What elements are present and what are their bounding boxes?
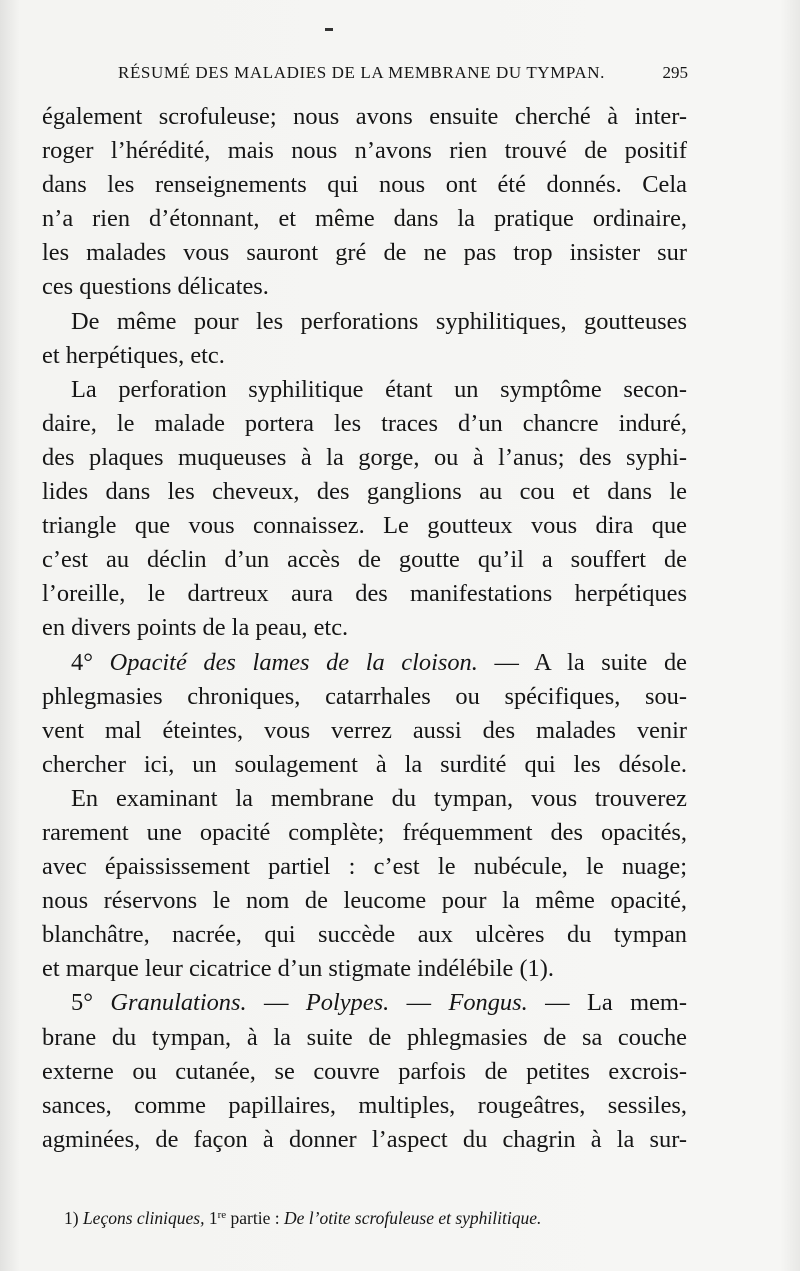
text-line: triangle que vous connaissez. Le goutteux vous dira que [42, 512, 687, 540]
text-line: chercher ici, un soulagement à la surdité qui les désole. [42, 750, 687, 778]
text-line: La perforation syphilitique étant un symptôme secon- [71, 375, 687, 403]
section-number: 5° [71, 989, 93, 1017]
ink-mark [325, 28, 333, 31]
text-line: phlegmasies chroniques, catarrhales ou spécifiques, sou- [42, 682, 687, 710]
text-line: également scrofuleuse; nous avons ensuite cherché à inter- [42, 103, 687, 130]
page-number: 295 [662, 63, 688, 82]
footnote-source: Leçons cliniques, [82, 1208, 205, 1228]
footnote-part-number: 1 [208, 1208, 218, 1228]
section-number: 4° [71, 648, 93, 676]
text-run: — La mem- [545, 989, 688, 1017]
text-line: brane du tympan, à la suite de phlegmasies de sa couche [42, 1023, 687, 1051]
text-line: rarement une opacité complète; fréquemment des opacités, [42, 818, 687, 846]
text-line: ces questions délicates. [42, 273, 269, 301]
text-line: blanchâtre, nacrée, qui succède aux ulcères du tympan [42, 921, 687, 949]
running-title: RÉSUMÉ DES MALADIES DE LA MEMBRANE DU TYMPAN. [118, 63, 605, 82]
text-line: des plaques muqueuses à la gorge, ou à l’anus; des syphi- [42, 443, 687, 471]
text-line: vent mal éteintes, vous verrez aussi des malades venir [42, 716, 687, 744]
footnote-marker: 1) [64, 1208, 79, 1228]
section-title: Opacité des lames de la cloison. [109, 648, 478, 676]
text-line: lides dans les cheveux, des ganglions au cou et dans le [42, 478, 687, 506]
text-line: l’oreille, le dartreux aura des manifestations herpétiques [42, 580, 687, 608]
text-line: daire, le malade portera les traces d’un chancre induré, [42, 409, 687, 437]
text-line: En examinant la membrane du tympan, vous trouverez [71, 784, 687, 812]
text-line: les malades vous sauront gré de ne pas trop insister sur [42, 239, 687, 267]
text-line: et marque leur cicatrice d’un stigmate indélébile (1). [42, 955, 554, 983]
footnote-part-word: partie : [230, 1208, 280, 1228]
text-line: externe ou cutanée, se couvre parfois de petites excrois- [42, 1057, 687, 1085]
footnote-title: De l’otite scrofuleuse et syphilitique. [283, 1208, 542, 1228]
section-title-polypes: Polypes. [305, 989, 390, 1017]
section-title-fongus: Fongus. [448, 989, 528, 1017]
section-title-granulations: Granulations. [110, 989, 247, 1017]
text-line: et herpétiques, etc. [42, 341, 225, 369]
body-text [42, 100, 687, 1157]
footnote-superscript: re [217, 1209, 227, 1221]
text-line: avec épaississement partiel : c’est le nubécule, le nuage; [42, 853, 687, 881]
text-line: c’est au déclin d’un accès de goutte qu’il a souffert de [42, 546, 687, 574]
text-line: sances, comme papillaires, multiples, rougeâtres, sessiles, [42, 1091, 687, 1119]
text-line: en divers points de la peau, etc. [42, 614, 349, 642]
section-heading-4 [42, 646, 687, 680]
running-head [118, 63, 688, 89]
dash: — [264, 989, 289, 1017]
text-line: n’a rien d’étonnant, et même dans la pratique ordinaire, [42, 205, 687, 233]
text-line: agminées, de façon à donner l’aspect du chagrin à la sur- [42, 1125, 687, 1153]
dash: — [406, 989, 431, 1017]
text-line: nous réservons le nom de leucome pour la même opacité, [42, 887, 687, 915]
text-run: — A la suite de [494, 648, 687, 676]
text-line: dans les renseignements qui nous ont été donnés. Cela [42, 171, 687, 199]
section-heading-5 [42, 986, 687, 1020]
text-line: De même pour les perforations syphilitiques, goutteuses [71, 307, 687, 335]
footnote [64, 1208, 704, 1229]
text-line: roger l’hérédité, mais nous n’avons rien trouvé de positif [42, 137, 687, 165]
